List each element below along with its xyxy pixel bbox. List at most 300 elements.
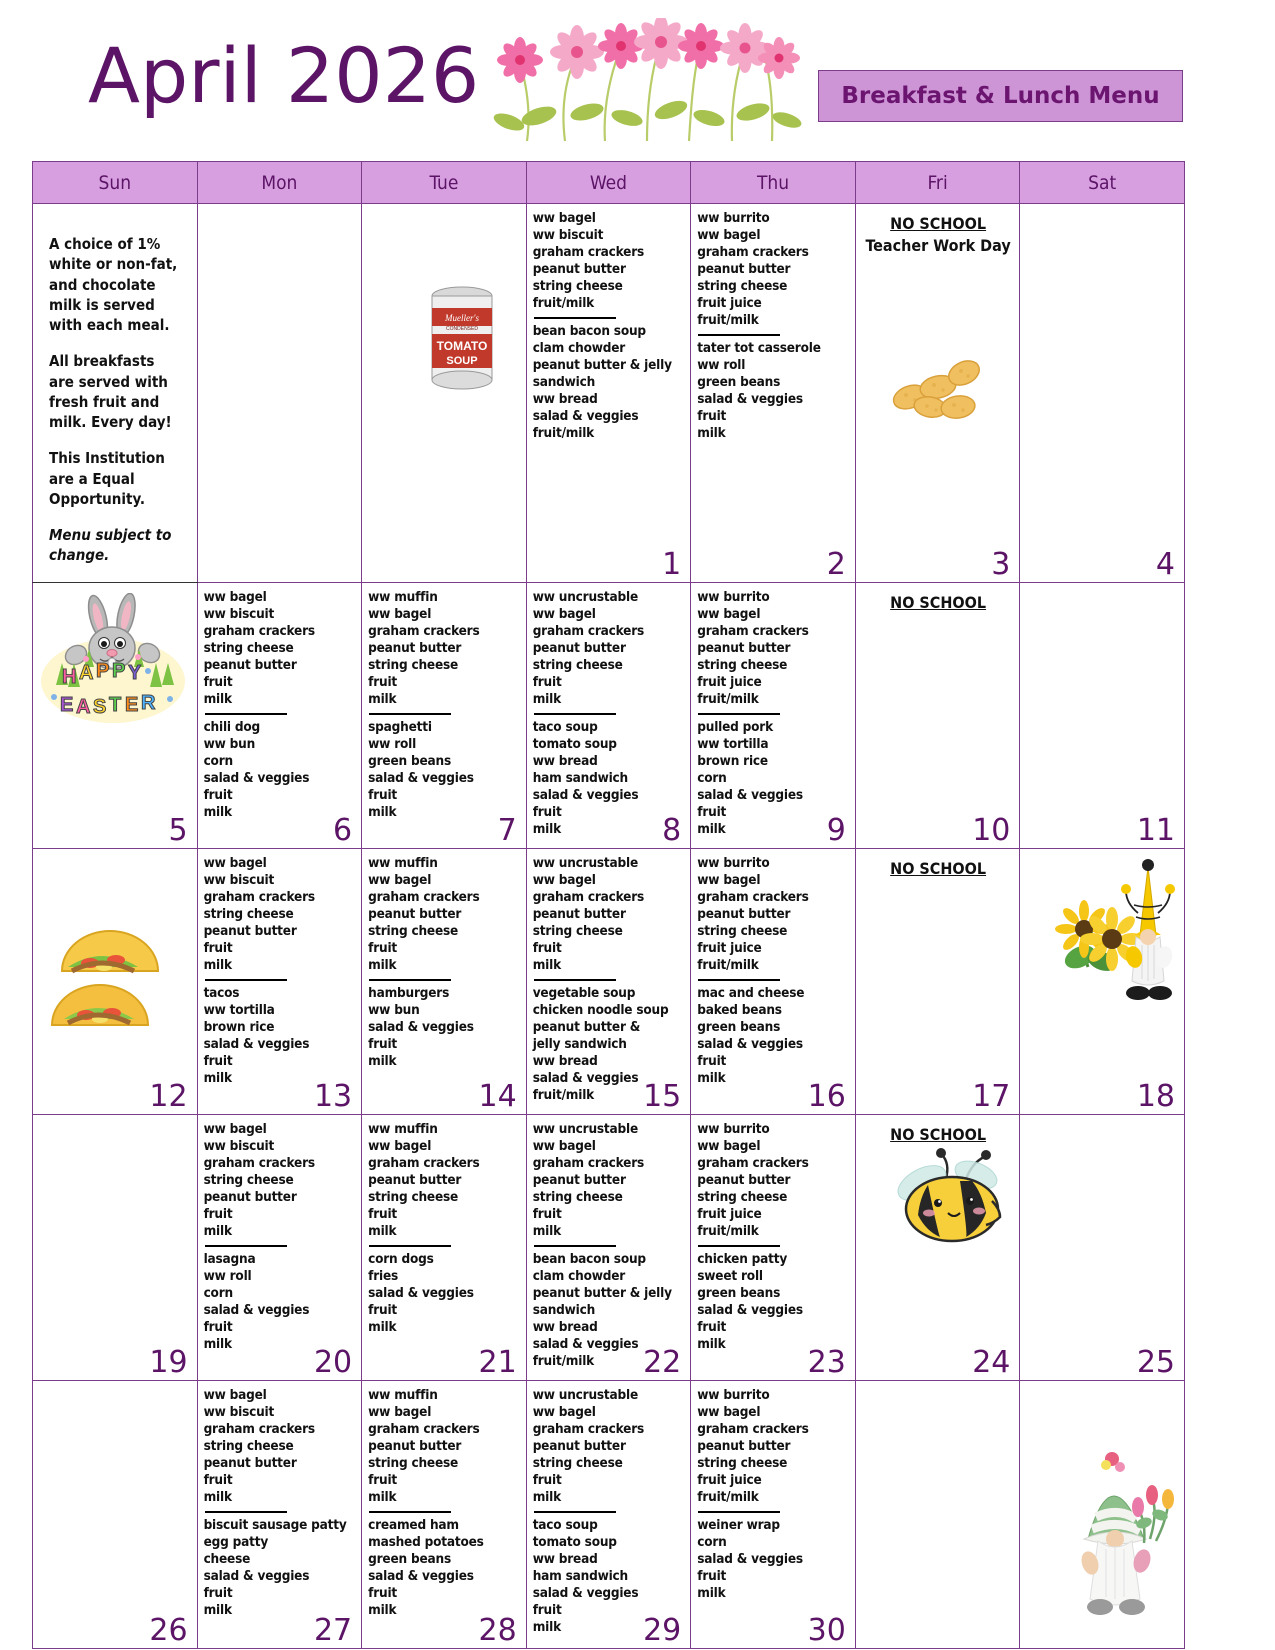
lunch-item: creamed ham: [368, 1516, 459, 1533]
teacher-work-day-label: Teacher Work Day: [865, 236, 1011, 255]
day-cell-content: [1020, 1115, 1184, 1380]
day-cell-16[interactable]: [691, 848, 856, 1114]
breakfast-item: graham crackers: [697, 888, 809, 905]
breakfast-list: [533, 1121, 686, 1240]
day-cell-content: [691, 204, 855, 582]
breakfast-item: ww uncrustable: [532, 854, 639, 871]
no-school-label: NO SCHOOL: [890, 858, 987, 878]
breakfast-item: fruit/milk: [697, 1488, 759, 1505]
page-title: April 2026: [88, 31, 480, 120]
day-cell-1[interactable]: [526, 204, 691, 583]
breakfast-item: ww bagel: [203, 1386, 267, 1403]
lunch-item: fruit: [368, 1035, 398, 1052]
lunch-item: ww tortilla: [697, 735, 769, 752]
day-cell-13[interactable]: [197, 848, 362, 1114]
day-cell-content: [691, 849, 855, 1114]
day-cell-content: [198, 1381, 362, 1648]
breakfast-item: fruit: [532, 1205, 562, 1222]
day-cell-empty[interactable]: [1020, 1380, 1185, 1648]
breakfast-item: ww muffin: [368, 588, 438, 605]
breakfast-item: milk: [203, 956, 232, 973]
day-number: 21: [478, 1344, 517, 1380]
meal-divider: [534, 979, 616, 981]
breakfast-item: ww bagel: [368, 871, 432, 888]
lunch-item: fruit: [203, 1318, 233, 1335]
page-header: [0, 0, 1275, 150]
day-cell-21[interactable]: [362, 1114, 527, 1380]
breakfast-item: fruit: [368, 1471, 398, 1488]
breakfast-item: ww biscuit: [532, 227, 604, 243]
lunch-item: peanut butter & jelly: [532, 1284, 672, 1301]
lunch-item: green beans: [368, 752, 451, 769]
lunch-item: fruit: [697, 1567, 727, 1584]
svg-text:H: H: [62, 665, 77, 688]
breakfast-item: ww biscuit: [203, 1137, 275, 1154]
lunch-item: sandwich: [532, 1301, 596, 1318]
breakfast-list: [533, 210, 686, 312]
meal-divider: [205, 713, 287, 715]
breakfast-item: string cheese: [368, 656, 459, 673]
lunch-item: milk: [368, 1601, 397, 1618]
day-cell-content: [33, 583, 197, 848]
lunch-item: weiner wrap: [697, 1516, 780, 1533]
day-cell-content: [33, 1115, 197, 1380]
day-cell-content: [198, 849, 362, 1114]
breakfast-item: peanut butter: [203, 656, 297, 673]
breakfast-item: string cheese: [532, 1454, 623, 1471]
breakfast-item: peanut butter: [368, 1437, 462, 1454]
breakfast-item: string cheese: [697, 922, 788, 939]
lunch-item: fruit: [532, 1601, 562, 1618]
day-cell-content: [691, 583, 855, 848]
breakfast-item: ww bagel: [368, 1137, 432, 1154]
lunch-item: taco soup: [532, 1516, 598, 1533]
day-cell-empty[interactable]: [362, 204, 527, 583]
day-cell-content: [1020, 583, 1184, 848]
lunch-item: lasagna: [203, 1250, 256, 1267]
day-cell-content: [856, 204, 1020, 582]
breakfast-item: fruit: [203, 939, 233, 956]
day-number: 24: [972, 1344, 1011, 1380]
breakfast-item: ww biscuit: [203, 871, 275, 888]
day-number: 8: [662, 812, 682, 848]
lunch-item: pulled pork: [697, 718, 773, 735]
lunch-list: [204, 719, 357, 821]
breakfast-item: fruit: [203, 1471, 233, 1488]
breakfast-item: peanut butter: [203, 1188, 297, 1205]
lunch-item: tater tot casserole: [697, 340, 821, 356]
day-cell-11[interactable]: [1020, 582, 1185, 848]
breakfast-item: fruit: [368, 1205, 398, 1222]
breakfast-item: milk: [532, 690, 561, 707]
day-cell-15[interactable]: [526, 848, 691, 1114]
lunch-item: fruit: [203, 1052, 233, 1069]
weekday-header-row: [33, 162, 1185, 204]
breakfast-item: ww bagel: [203, 854, 267, 871]
svg-text:Y: Y: [128, 661, 142, 684]
meal-divider: [205, 1245, 287, 1247]
day-cell-27[interactable]: [197, 1380, 362, 1648]
lunch-item: clam chowder: [532, 340, 626, 356]
breakfast-item: fruit/milk: [532, 295, 595, 311]
breakfast-item: graham crackers: [697, 1154, 809, 1171]
lunch-list: [533, 323, 686, 442]
breakfast-item: graham crackers: [368, 622, 480, 639]
calendar-week-row: [33, 1380, 1185, 1648]
lunch-item: fruit: [203, 786, 233, 803]
lunch-item: green beans: [697, 1284, 781, 1301]
meal-divider: [698, 979, 780, 981]
info-notice-line3: This Institution are a Equal Opportunity.: [49, 449, 165, 508]
day-cell-content: [362, 1115, 526, 1380]
day-cell-29[interactable]: [526, 1380, 691, 1648]
breakfast-item: ww burrito: [697, 1386, 770, 1403]
lunch-item: mac and cheese: [697, 984, 805, 1001]
day-cell-content: [527, 583, 691, 848]
lunch-item: milk: [532, 820, 561, 837]
lunch-item: salad & veggies: [697, 1301, 803, 1318]
breakfast-item: fruit: [532, 939, 562, 956]
svg-text:P: P: [112, 659, 126, 682]
lunch-item: salad & veggies: [697, 391, 803, 407]
tomato-soup-can-icon: [412, 282, 512, 392]
svg-text:SOUP: SOUP: [446, 355, 478, 367]
lunch-item: fruit/milk: [532, 1086, 595, 1103]
lunch-list: [368, 1251, 521, 1336]
day-cell-content: [362, 849, 526, 1114]
lunch-item: fruit/milk: [532, 425, 595, 441]
breakfast-item: peanut butter: [532, 1437, 626, 1454]
lunch-item: ww bread: [532, 391, 598, 407]
day-cell-content: [198, 1115, 362, 1380]
day-number: 23: [807, 1344, 846, 1380]
breakfast-item: graham crackers: [532, 1420, 645, 1437]
svg-text:S: S: [93, 695, 107, 718]
meal-divider: [369, 713, 451, 715]
day-number: 9: [826, 812, 846, 848]
lunch-item: bean bacon soup: [532, 323, 646, 339]
lunch-list: [204, 1517, 357, 1619]
breakfast-item: ww bagel: [532, 1137, 596, 1154]
breakfast-item: string cheese: [203, 1437, 294, 1454]
day-cell-18[interactable]: [1020, 848, 1185, 1114]
breakfast-item: fruit juice: [697, 1205, 762, 1222]
tater-tots-icon: [882, 349, 992, 429]
info-notice: [39, 210, 192, 566]
calendar-week-row: [33, 582, 1185, 848]
lunch-item: fruit: [697, 1052, 727, 1069]
lunch-item: tacos: [203, 984, 240, 1001]
breakfast-item: peanut butter: [697, 261, 791, 277]
breakfast-item: fruit: [368, 673, 398, 690]
svg-text:A: A: [76, 695, 91, 718]
day-cell-28[interactable]: [362, 1380, 527, 1648]
day-cell-12[interactable]: [33, 848, 198, 1114]
day-cell-3[interactable]: [855, 204, 1020, 583]
menu-banner: [818, 70, 1183, 122]
lunch-item: fruit: [203, 1584, 233, 1601]
no-school-label: NO SCHOOL: [890, 592, 987, 612]
day-cell-7[interactable]: [362, 582, 527, 848]
happy-easter-bunny-icon: [38, 593, 188, 728]
day-cell-9[interactable]: [691, 582, 856, 848]
breakfast-item: string cheese: [697, 1188, 788, 1205]
breakfast-item: fruit/milk: [697, 312, 759, 328]
breakfast-list: [368, 855, 521, 974]
meal-divider: [369, 1511, 451, 1513]
day-cell-content: [691, 1381, 855, 1648]
day-cell-5[interactable]: [33, 582, 198, 848]
lunch-item: corn: [697, 769, 727, 786]
lunch-item: ww tortilla: [203, 1001, 275, 1018]
breakfast-item: string cheese: [697, 1454, 788, 1471]
breakfast-item: ww bagel: [697, 227, 761, 243]
breakfast-item: milk: [532, 1488, 561, 1505]
info-notice-line4: Menu subject to change.: [49, 526, 172, 565]
lunch-item: ww roll: [203, 1267, 252, 1284]
lunch-item: hamburgers: [368, 984, 450, 1001]
day-number: 29: [643, 1612, 682, 1648]
no-school-notice: [862, 1125, 1015, 1144]
meal-divider: [698, 1511, 780, 1513]
weekday-header-wed: Wed: [526, 162, 691, 204]
lunch-item: tomato soup: [532, 1533, 617, 1550]
svg-text:E: E: [125, 693, 139, 716]
no-school-label: NO SCHOOL: [890, 214, 987, 233]
breakfast-item: ww muffin: [368, 1386, 438, 1403]
breakfast-item: ww bagel: [697, 1137, 761, 1154]
breakfast-item: peanut butter: [368, 1171, 462, 1188]
lunch-item: fruit: [697, 803, 727, 820]
breakfast-list: [533, 855, 686, 974]
day-number: 25: [1136, 1344, 1175, 1380]
breakfast-list: [204, 1121, 357, 1240]
no-school-notice: [862, 859, 1015, 878]
day-cell-content: [362, 583, 526, 848]
day-number: 13: [313, 1078, 353, 1114]
day-cell-6[interactable]: [197, 582, 362, 848]
day-cell-content: [33, 1381, 197, 1648]
breakfast-item: ww bagel: [697, 1403, 761, 1420]
breakfast-item: graham crackers: [203, 888, 315, 905]
day-cell-content: [362, 1381, 526, 1648]
breakfast-item: string cheese: [368, 1454, 459, 1471]
breakfast-item: string cheese: [203, 1171, 294, 1188]
lunch-item: milk: [697, 1069, 726, 1086]
day-cell-content: [1020, 1381, 1184, 1648]
breakfast-item: graham crackers: [203, 1420, 315, 1437]
breakfast-item: graham crackers: [368, 1420, 480, 1437]
day-cell-14[interactable]: [362, 848, 527, 1114]
svg-text:TOMATO: TOMATO: [436, 339, 488, 353]
weekday-header-fri: Fri: [855, 162, 1020, 204]
day-cell-10[interactable]: [855, 582, 1020, 848]
breakfast-item: peanut butter: [532, 1171, 626, 1188]
breakfast-item: milk: [203, 690, 232, 707]
lunch-list: [697, 1517, 850, 1602]
breakfast-item: milk: [368, 1222, 397, 1239]
breakfast-item: fruit juice: [697, 673, 762, 690]
lunch-item: milk: [368, 803, 397, 820]
day-cell-content: [362, 204, 526, 582]
breakfast-item: string cheese: [697, 278, 788, 294]
spring-gnome-icon: [1050, 1443, 1180, 1623]
lunch-item: ham sandwich: [532, 769, 629, 786]
day-cell-content: [33, 849, 197, 1114]
day-cell-24[interactable]: [855, 1114, 1020, 1380]
lunch-list: [697, 985, 850, 1087]
day-number: 12: [149, 1078, 188, 1114]
breakfast-item: fruit/milk: [697, 1222, 759, 1239]
meal-divider: [534, 317, 616, 319]
day-cell-19[interactable]: [33, 1114, 198, 1380]
calendar-week-row: [33, 204, 1185, 583]
day-number: 30: [807, 1612, 846, 1648]
breakfast-item: milk: [368, 956, 397, 973]
day-number: 15: [643, 1078, 682, 1114]
lunch-item: salad & veggies: [203, 1035, 310, 1052]
breakfast-item: ww bagel: [697, 871, 761, 888]
lunch-item: salad & veggies: [368, 1284, 474, 1301]
breakfast-item: ww burrito: [697, 210, 770, 226]
day-cell-23[interactable]: [691, 1114, 856, 1380]
meal-divider: [534, 1511, 616, 1513]
breakfast-item: peanut butter: [203, 1454, 297, 1471]
breakfast-item: peanut butter: [697, 1171, 791, 1188]
lunch-item: spaghetti: [368, 718, 432, 735]
lunch-item: salad & veggies: [368, 1018, 474, 1035]
meal-divider: [698, 713, 780, 715]
lunch-item: ww roll: [368, 735, 417, 752]
breakfast-item: ww bagel: [532, 210, 596, 226]
day-number: 4: [1155, 546, 1175, 582]
day-cell-30[interactable]: [691, 1380, 856, 1648]
day-cell-17[interactable]: [855, 848, 1020, 1114]
breakfast-item: ww bagel: [203, 1120, 267, 1137]
day-cell-content: [1020, 204, 1184, 582]
breakfast-list: [204, 1387, 357, 1506]
lunch-item: green beans: [368, 1550, 451, 1567]
lunch-list: [368, 985, 521, 1070]
pink-flowers-icon: [487, 18, 817, 143]
breakfast-item: peanut butter: [368, 905, 462, 922]
breakfast-item: graham crackers: [368, 1154, 480, 1171]
day-number: 7: [497, 812, 517, 848]
day-cell-content: [527, 1381, 691, 1648]
lunch-item: salad & veggies: [203, 1567, 310, 1584]
lunch-item: taco soup: [532, 718, 598, 735]
lunch-item: peanut butter & jelly: [532, 357, 672, 373]
day-cell-26[interactable]: [33, 1380, 198, 1648]
day-number: 28: [478, 1612, 517, 1648]
breakfast-list: [204, 589, 357, 708]
day-cell-content: [856, 1115, 1020, 1380]
breakfast-item: ww bagel: [532, 871, 596, 888]
lunch-item: fruit: [697, 408, 727, 424]
lunch-item: salad & veggies: [203, 1301, 310, 1318]
lunch-item: mashed potatoes: [368, 1533, 484, 1550]
lunch-item: milk: [697, 425, 726, 441]
day-number: 22: [643, 1344, 682, 1380]
day-cell-20[interactable]: [197, 1114, 362, 1380]
breakfast-item: peanut butter: [697, 639, 791, 656]
lunch-item: salad & veggies: [697, 1550, 803, 1567]
breakfast-item: graham crackers: [203, 1154, 315, 1171]
info-notice-cell[interactable]: [33, 204, 198, 583]
day-number: 17: [972, 1078, 1011, 1114]
lunch-item: milk: [368, 1318, 397, 1335]
breakfast-item: peanut butter: [203, 922, 297, 939]
day-cell-25[interactable]: [1020, 1114, 1185, 1380]
breakfast-item: ww bagel: [697, 605, 761, 622]
lunch-item: vegetable soup: [532, 984, 636, 1001]
lunch-item: brown rice: [697, 752, 768, 769]
breakfast-item: string cheese: [697, 656, 788, 673]
day-cell-8[interactable]: [526, 582, 691, 848]
info-notice-line2: All breakfasts are served with fresh fruit and milk. Every day!: [49, 352, 172, 431]
breakfast-list: [697, 589, 850, 708]
breakfast-item: ww biscuit: [203, 605, 275, 622]
lunch-item: cheese: [203, 1550, 251, 1567]
meal-divider: [369, 979, 451, 981]
lunch-item: milk: [697, 1335, 726, 1352]
lunch-item: ww bread: [532, 1318, 598, 1335]
svg-text:CONDENSED: CONDENSED: [446, 326, 479, 332]
day-cell-content: [856, 849, 1020, 1114]
meal-divider: [698, 334, 780, 336]
breakfast-item: graham crackers: [368, 888, 480, 905]
lunch-list: [368, 719, 521, 821]
day-cell-empty[interactable]: [855, 1380, 1020, 1648]
lunch-item: fruit: [368, 1301, 398, 1318]
lunch-item: salad & veggies: [532, 786, 639, 803]
breakfast-item: peanut butter: [368, 639, 462, 656]
lunch-item: tomato soup: [532, 735, 617, 752]
breakfast-item: ww burrito: [697, 588, 770, 605]
breakfast-list: [533, 589, 686, 708]
day-number: 20: [313, 1344, 353, 1380]
day-cell-content: [1020, 849, 1184, 1114]
menu-banner-label: Breakfast & Lunch Menu: [841, 83, 1160, 109]
breakfast-item: ww burrito: [697, 854, 770, 871]
lunch-item: ww bread: [532, 752, 598, 769]
day-cell-4[interactable]: [1020, 204, 1185, 583]
lunch-item: peanut butter &: [532, 1018, 641, 1035]
breakfast-item: graham crackers: [532, 244, 645, 260]
breakfast-item: ww biscuit: [203, 1403, 275, 1420]
lunch-item: corn: [203, 1284, 233, 1301]
day-number: 1: [662, 546, 682, 582]
day-cell-22[interactable]: [526, 1114, 691, 1380]
meal-divider: [369, 1245, 451, 1247]
day-cell-2[interactable]: [691, 204, 856, 583]
breakfast-item: fruit: [368, 939, 398, 956]
lunch-item: baked beans: [697, 1001, 782, 1018]
breakfast-item: fruit: [532, 1471, 562, 1488]
no-school-notice: [862, 593, 1015, 612]
day-number: 27: [313, 1612, 353, 1648]
lunch-item: salad & veggies: [532, 1584, 639, 1601]
meal-divider: [205, 979, 287, 981]
breakfast-item: peanut butter: [697, 905, 791, 922]
day-number: 3: [991, 546, 1011, 582]
calendar-grid: [32, 161, 1185, 1649]
breakfast-item: ww bagel: [368, 605, 432, 622]
day-cell-empty[interactable]: [197, 204, 362, 583]
lunch-item: jelly sandwich: [532, 1035, 627, 1052]
lunch-item: clam chowder: [532, 1267, 626, 1284]
lunch-item: salad & veggies: [203, 769, 310, 786]
